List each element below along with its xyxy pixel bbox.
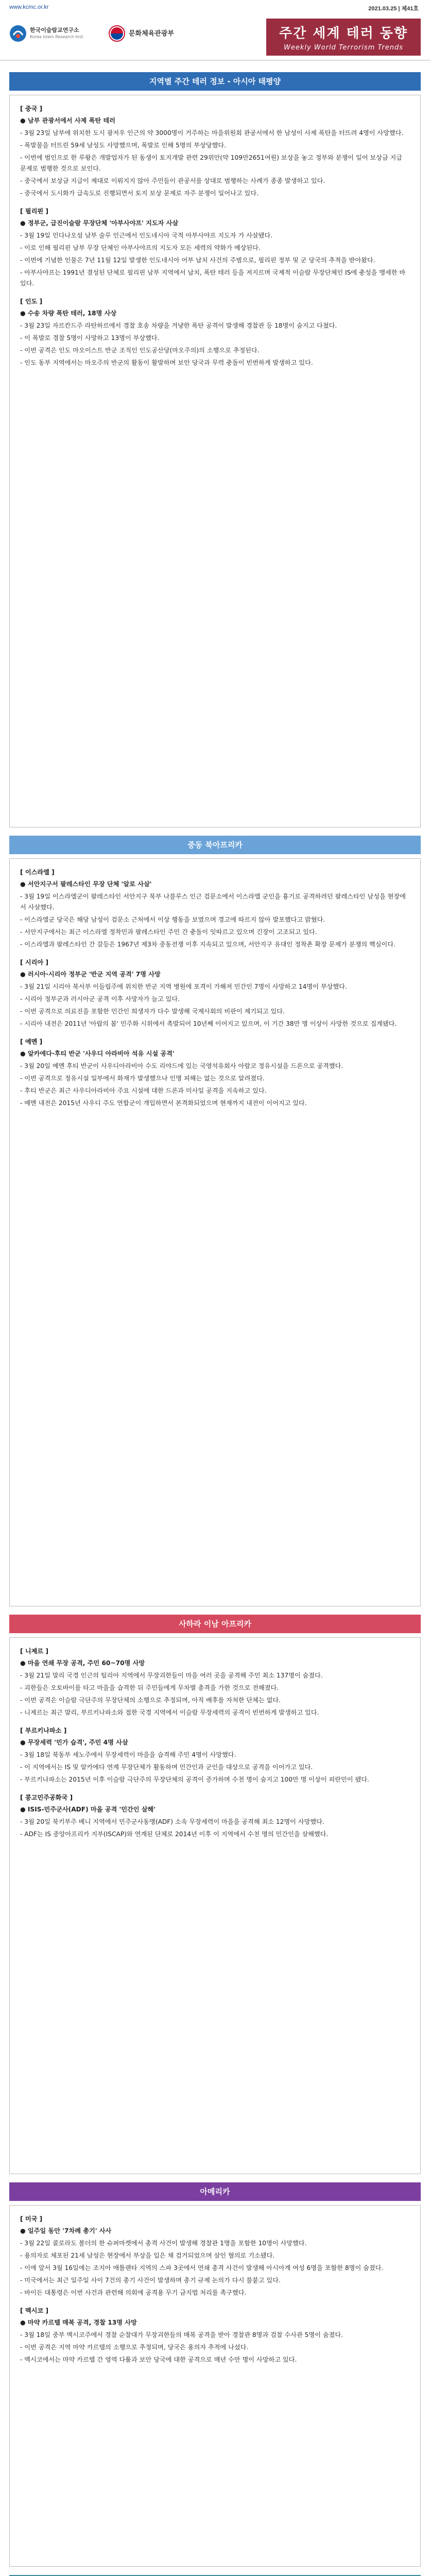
- news-detail: - 아부사야프는 1991년 결성된 단체로 필리핀 남부 지역에서 납치, 폭탄 테러 등을 저지르며 국제적 이슬람 무장단체인 IS에 충성을 맹세한 바 있다.: [20, 269, 406, 287]
- news-detail: - 3월 20일 북키부주 베니 지역에서 민주군사동맹(ADF) 소속 무장세력이 마을을 공격해 최소 12명이 사망했다.: [20, 1818, 324, 1825]
- logo-b: [108, 25, 174, 42]
- africa-country-block: [20, 1792, 410, 1840]
- news-detail: - 시리아 정부군과 러시아군 공격 이후 사망자가 늘고 있다.: [20, 995, 180, 1003]
- africa-body: [10, 1638, 420, 1852]
- news-headline: ● 무장세력 '민가 습격', 주민 4명 사살: [20, 1739, 128, 1746]
- newsletter-subtitle: Weekly World Terrorism Trends: [283, 44, 403, 52]
- ministry-name: 문화체육관광부: [129, 29, 174, 38]
- country-heading: [ 인도 ]: [20, 298, 43, 305]
- americas-body: [10, 2206, 420, 2378]
- news-detail: - 폭발물을 터뜨린 59세 남성도 사망했으며, 폭발로 인해 5명의 부상당했다.: [20, 142, 226, 149]
- country-heading: [ 시리아 ]: [20, 959, 48, 966]
- news-headline: ● 수송 차량 폭탄 테러, 18명 사상: [20, 310, 117, 317]
- news-detail: - 바이든 대통령은 이번 사건과 관련해 의회에 공격용 무기 금지법 처리를 촉구했다.: [20, 2289, 247, 2296]
- section-americas-panel: [9, 2205, 421, 2567]
- news-detail: - 인도 동부 지역에서는 마오주의 반군의 활동이 활발하며 보안 당국과 무력 충돌이 빈번하게 발생하고 있다.: [20, 359, 313, 366]
- country-heading: [ 중국 ]: [20, 105, 43, 112]
- news-headline: ● 마을 연쇄 무장 공격, 주민 60~70명 사망: [20, 1659, 145, 1667]
- news-detail: - 이 지역에서는 IS 및 알카에다 연계 무장단체가 활동하며 민간인과 군인을 대상으로 공격을 이어가고 있다.: [20, 1764, 313, 1771]
- country-heading: [ 필리핀 ]: [20, 208, 48, 215]
- news-detail: - ADF는 IS 중앙아프리카 지부(ISCAP)와 연계된 단체로 2014년 이후 이 지역에서 수천 명의 민간인을 살해했다.: [20, 1831, 329, 1838]
- news-detail: - 3월 19일 이스라엘군이 팔레스타인 서안지구 북부 나블루스 인근 검문소에서 이스라엘 군인을 흉기로 공격하려던 팔레스타인 남성을 현장에서 사살했다.: [20, 893, 406, 911]
- news-detail: - 이스라엘군 당국은 해당 남성이 검문소 근처에서 이상 행동을 보였으며 경고에 따르지 않아 발포했다고 밝혔다.: [20, 916, 325, 923]
- news-detail: - 이스라엘과 팔레스타인 간 갈등은 1967년 제3차 중동전쟁 이후 지속되고 있으며, 서안지구 유대인 정착촌 확장 문제가 분쟁의 핵심이다.: [20, 941, 395, 948]
- news-detail: - 이번에 기념한 인물은 7년 11월 12일 발생한 인도네시아 어부 납치 사건의 주범으로, 필리핀 정부 및 군 당국의 추적을 받아왔다.: [20, 257, 375, 264]
- news-detail: - 멕시코에서는 마약 카르텔 간 영역 다툼과 보안 당국에 대한 공격으로 매년 수만 명이 사망하고 있다.: [20, 2356, 297, 2363]
- news-detail: - 니제르는 최근 말리, 부르키나파소와 접한 국경 지역에서 이슬람 무장세력의 공격이 빈번하게 발생하고 있다.: [20, 1709, 319, 1716]
- africa-country-block: [20, 1725, 410, 1785]
- news-detail: - 이로 인해 필리핀 남부 무장 단체인 아부사야프의 지도자 모든 세력의 약화가 예상된다.: [20, 244, 261, 251]
- newsletter-title: 주간 세계 테러 동향: [279, 26, 408, 41]
- news-detail: - 3월 23일 자르칸드주 라탄하르에서 경찰 호송 차량을 겨냥한 폭탄 공격이 발생해 경찰관 등 18명이 숨지고 다쳤다.: [20, 322, 337, 329]
- section-africa-header: 사하라 이남 아프리카: [9, 1615, 421, 1633]
- country-heading: [ 멕시코 ]: [20, 2307, 48, 2314]
- news-detail: - 3월 18일 중부 멕시코주에서 경찰 순찰대가 무장괴한들의 매복 공격을 받아 경찰관 8명과 검찰 수사관 5명이 숨졌다.: [20, 2331, 343, 2338]
- news-detail: - 이에 앞서 3월 16일에는 조지아 애틀랜타 지역의 스파 3곳에서 연쇄 총격 사건이 발생해 아시아계 여성 6명을 포함한 8명이 숨졌다.: [20, 2264, 384, 2272]
- country-heading: [ 부르키나파소 ]: [20, 1727, 67, 1734]
- news-detail: - 이번에 범인으로 한 루왕은 개발업자가 된 동생이 토지개발 관련 29위안(약 109만2651여원) 보상을 놓고 정부와 분쟁이 일어 보상금 지급 문제로 범행한 것으로 보인다.: [20, 154, 403, 172]
- news-detail: - 부르키나파소는 2015년 이후 이슬람 극단주의 무장단체의 공격이 증가하며 수천 명이 숨지고 100만 명 이상이 피란민이 됐다.: [20, 1776, 369, 1783]
- news-detail: - 3월 23일 남부에 위치한 도시 광저우 인근의 약 3000명이 거주하는 마을위원회 관공서에서 한 남성이 사제 폭탄을 터뜨려 4명이 사망했다.: [20, 129, 404, 137]
- news-detail: - 서안지구에서는 최근 이스라엘 정착민과 팔레스타인 주민 간 충돌이 잇따르고 있으며 긴장이 고조되고 있다.: [20, 928, 317, 936]
- mideast-body: [10, 859, 420, 1121]
- news-headline: ● 알카에다·후티 반군 '사우디 아라비아 석유 시설 공격': [20, 1050, 175, 1057]
- americas-country-block: [20, 2214, 410, 2298]
- institute-sub: Korea Islam Research Inst.: [30, 35, 84, 39]
- section-asia-header: 지역별 주간 테러 정보 - 아시아 태평양: [9, 72, 421, 91]
- news-detail: - 3월 21일 시리아 북서부 이들립주에 위치한 반군 지역 병원에 포격이 가해져 민간인 7명이 사망하고 14명이 부상했다.: [20, 983, 347, 990]
- asia-country-block: [20, 206, 410, 289]
- news-detail: - 예멘 내전은 2015년 사우디 주도 연합군이 개입하면서 본격화되었으며 현재까지 내전이 이어지고 있다.: [20, 1099, 307, 1107]
- news-detail: - 괴한들은 오토바이를 타고 마을을 습격한 뒤 주민들에게 무차별 총격을 가한 것으로 전해졌다.: [20, 1684, 279, 1691]
- news-detail: - 이번 공격으로 의료진을 포함한 민간인 희생자가 다수 발생해 국제사회의 비판이 제기되고 있다.: [20, 1008, 285, 1015]
- news-detail: - 이 폭발로 경찰 5명이 사망하고 13명이 부상했다.: [20, 334, 160, 342]
- asia-body: [10, 95, 420, 381]
- logo-a: [9, 25, 84, 42]
- news-detail: - 미국에서는 최근 일주일 사이 7건의 총기 사건이 발생하며 총기 규제 논의가 다시 불붙고 있다.: [20, 2277, 281, 2284]
- news-headline: ● 일주일 동안 '7차례 총기' 사사: [20, 2227, 112, 2234]
- section-asia-panel: [9, 95, 421, 827]
- news-headline: ● 서안지구서 팔레스타인 무장 단체 '알로 사살': [20, 880, 152, 888]
- news-headline: ● 마약 카르텔 매복 공격, 경찰 13명 사망: [20, 2319, 137, 2326]
- news-detail: - 후티 반군은 최근 사우디아라비아 주요 시설에 대한 드론과 미사일 공격을 지속하고 있다.: [20, 1087, 267, 1094]
- country-heading: [ 미국 ]: [20, 2215, 43, 2223]
- institute-name: 한국이슬람교연구소: [30, 27, 79, 33]
- africa-country-block: [20, 1646, 410, 1718]
- section-mideast-panel: [9, 858, 421, 1606]
- issue-date: 2021.03.25 | 제41호: [368, 6, 419, 12]
- news-headline: ● 정부군, 급진이슬람 무장단체 '아부사야프' 지도자 사살: [20, 219, 179, 227]
- news-detail: - 용의자로 체포된 21세 남성은 현장에서 부상을 입은 채 검거되었으며 살인 혐의로 기소됐다.: [20, 2252, 275, 2259]
- mideast-country-block: [20, 1037, 410, 1109]
- news-detail: - 이번 공격은 이슬람 극단주의 무장단체의 소행으로 추정되며, 아직 배후를 자처한 단체는 없다.: [20, 1697, 281, 1704]
- news-detail: - 3월 20일 예멘 후티 반군이 사우디아라비아 수도 리야드에 있는 국영석유회사 아람코 정유시설을 드론으로 공격했다.: [20, 1062, 343, 1070]
- news-detail: - 이번 공격은 인도 마오이스트 반군 조직인 인도공산당(마오주의)의 소행으로 추정된다.: [20, 347, 260, 354]
- news-headline: ● 남부 관광서에서 사제 폭탄 테러: [20, 117, 115, 124]
- news-detail: - 이번 공격은 지역 마약 카르텔의 소행으로 추정되며, 당국은 용의자 추적에 나섰다.: [20, 2344, 249, 2351]
- americas-country-block: [20, 2306, 410, 2365]
- site-url[interactable]: www.kcmc.or.kr: [9, 4, 49, 10]
- ministry-logo-icon: [108, 25, 126, 42]
- mideast-country-block: [20, 867, 410, 950]
- country-heading: [ 이스라엘 ]: [20, 869, 55, 876]
- news-detail: - 3월 19일 민다나오섬 남부 술루 인근에서 인도네시아 국적 아부사야프 지도자 가 사살됐다.: [20, 232, 273, 239]
- news-detail: - 이번 공격으로 정유시설 일부에서 화재가 발생했으나 인명 피해는 없는 것으로 알려졌다.: [20, 1075, 265, 1082]
- asia-country-block: [20, 296, 410, 368]
- newsletter-title-box: [266, 19, 421, 56]
- news-detail: - 3월 18일 북동부 세노주에서 무장세력이 마을을 습격해 주민 4명이 사망했다.: [20, 1751, 236, 1758]
- news-detail: - 3월 22일 콜로라도 볼더의 한 슈퍼마켓에서 총격 사건이 발생해 경찰관 1명을 포함한 10명이 사망했다.: [20, 2240, 307, 2247]
- country-heading: [ 니제르 ]: [20, 1648, 48, 1655]
- country-heading: [ 예멘 ]: [20, 1038, 43, 1045]
- institute-logo-icon: [9, 25, 27, 42]
- news-headline: ● 러시아·시리아 정부군 '반군 지역 공격' 7명 사망: [20, 971, 161, 978]
- mideast-country-block: [20, 957, 410, 1029]
- section-mideast-header: 중동 북아프리카: [9, 836, 421, 854]
- news-detail: - 중국에서 도시화가 급속도로 진행되면서 토지 보상 문제로 자주 분쟁이 일어나고 있다.: [20, 190, 259, 197]
- header: [0, 15, 430, 61]
- section-americas-header: 아메리카: [9, 2182, 421, 2201]
- asia-country-block: [20, 104, 410, 199]
- news-headline: ● ISIS-민주군사(ADF) 마을 공격 '민간인 살해': [20, 1806, 156, 1813]
- country-heading: [ 콩고민주공화국 ]: [20, 1794, 73, 1801]
- news-detail: - 중국에서 보상금 지급이 제대로 이뤄지지 않아 주민들이 관공서를 상대로 범행하는 사례가 종종 발생하고 있다.: [20, 177, 325, 184]
- section-africa-panel: [9, 1637, 421, 2174]
- news-detail: - 3월 21일 말리 국경 인근의 틸리아 지역에서 무장괴한들이 마을 여러 곳을 공격해 주민 최소 137명이 숨졌다.: [20, 1672, 323, 1679]
- news-detail: - 시리아 내전은 2011년 '아랍의 봄' 민주화 시위에서 촉발되어 10년째 이어지고 있으며, 이 기간 38만 명 이상이 사망한 것으로 집계됐다.: [20, 1020, 397, 1027]
